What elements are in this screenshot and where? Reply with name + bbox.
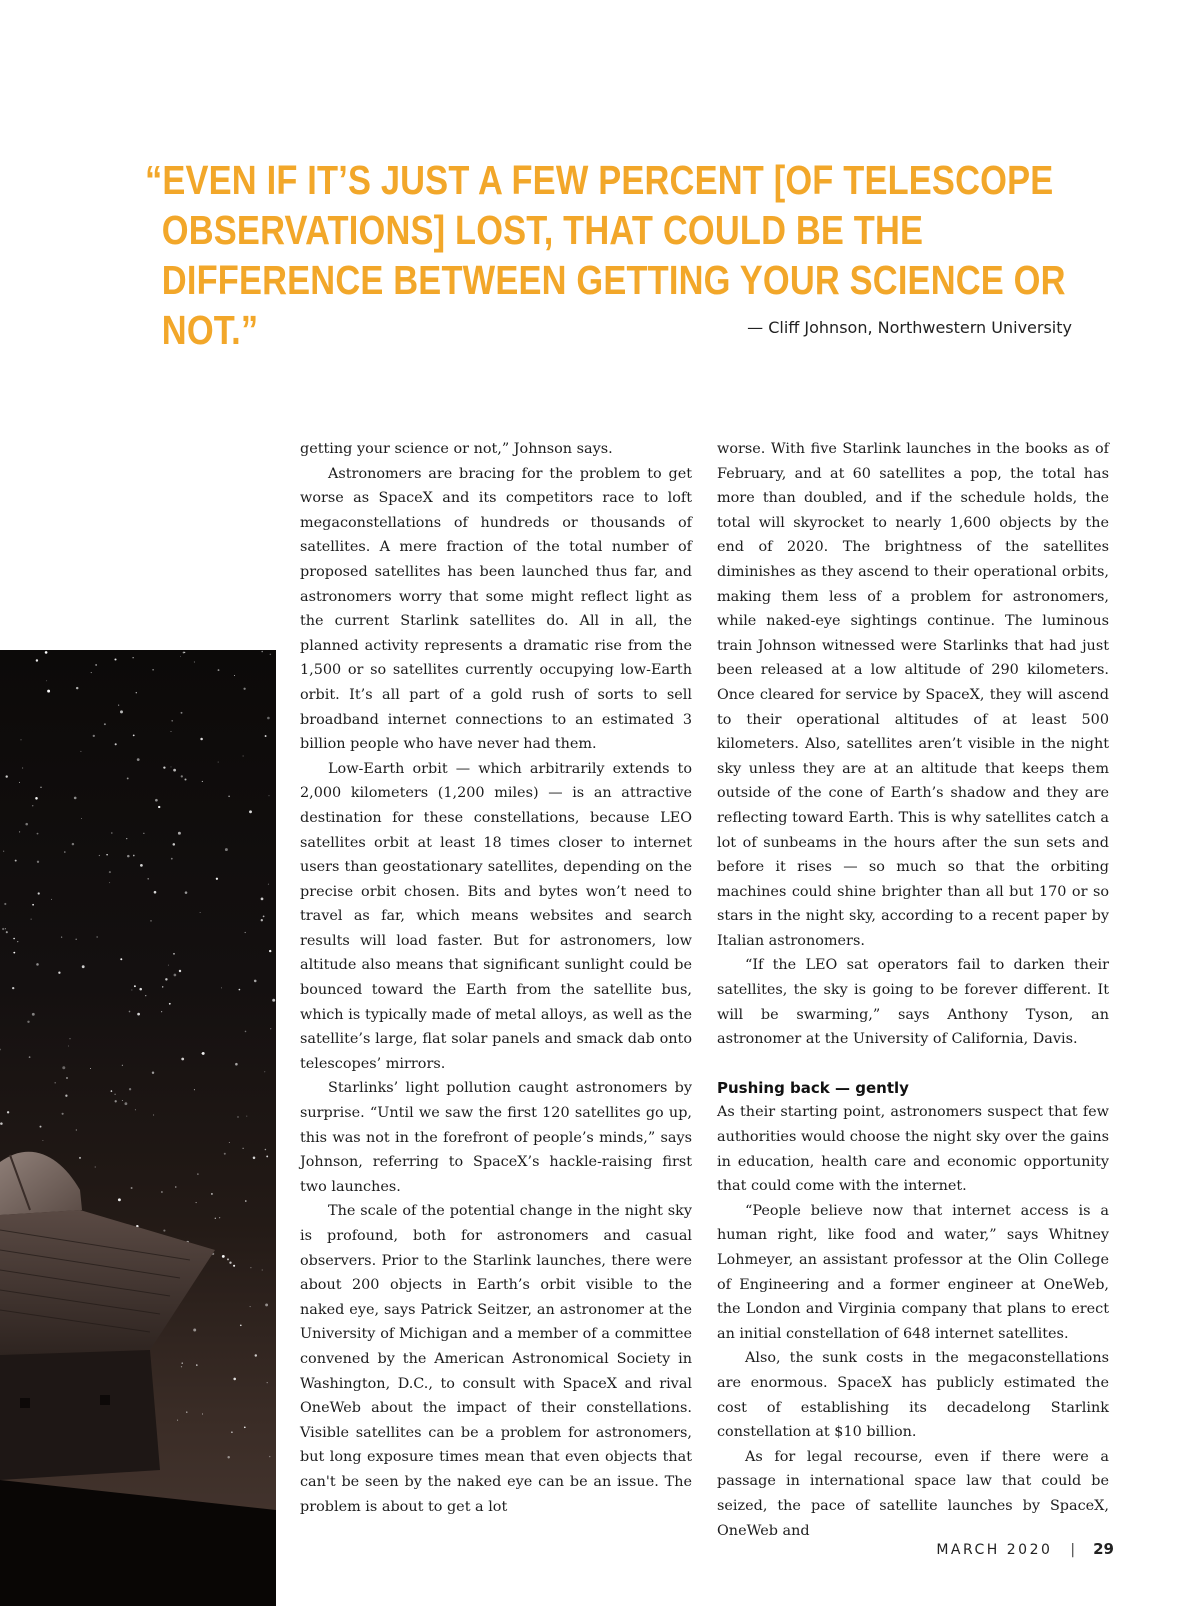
star (243, 688, 245, 690)
star (134, 985, 136, 987)
star (158, 806, 160, 808)
star (79, 1157, 81, 1159)
star (211, 1193, 213, 1195)
paragraph: “People believe now that internet access is a human right, like food and water,” says Whitney Lohmeyer, an assistant professor at the Olin College of Engineering and a former engineer at OneWeb, the London and Virginia company that plans to erect an initial constellation of 648 internet satellites. (717, 1202, 1109, 1342)
pull-quote-attribution: — Cliff Johnson, Northwestern University (747, 318, 1072, 337)
star (109, 882, 110, 883)
star (6, 775, 8, 777)
paragraph: worse. With five Starlink launches in the books as of February, and at 60 satellites a pop, the total has more than doubled, and if the schedule holds, the total will skyrocket to nearly 1,600 objects by the end of 2020. The brightness of the satellites diminishes as they ascend to their operational orbits, making them less of a problem for astronomers, while naked-eye sightings continue. The luminous train Johnson witnessed were Starlinks that had just been released at a low altitude of 290 kilometers. Once cleared for service by SpaceX, they will ascend to their operational altitudes of at least 500 kilometers. Also, satellites aren’t visible in the night sky unless they are at an altitude that keeps them outside of the cone of Earth’s shadow and they are reflecting toward Earth. This is why satellites catch a lot of sunbeams in the hours after the sun sets and before it rises — so much so that the orbiting machines could shine brighter than all but 170 or so stars in the night sky, according to a recent paper by Italian astronomers. (717, 441, 1109, 949)
star (173, 953, 174, 954)
star (239, 989, 241, 991)
star (46, 680, 47, 681)
star (243, 1148, 244, 1149)
star (118, 705, 119, 706)
star (64, 851, 66, 853)
star (183, 652, 185, 654)
star (185, 891, 188, 894)
star (228, 796, 230, 798)
star (111, 832, 113, 834)
star (125, 1102, 128, 1105)
star (171, 720, 173, 722)
star (40, 1126, 42, 1128)
star (143, 833, 144, 834)
star (219, 1217, 220, 1218)
observatory-building (0, 1350, 160, 1480)
star (163, 766, 165, 768)
star (135, 1109, 136, 1110)
star (66, 1077, 68, 1079)
star (76, 1129, 77, 1130)
star (265, 1149, 267, 1151)
star (36, 963, 39, 966)
star (91, 672, 92, 673)
star (133, 855, 135, 857)
star (165, 978, 167, 980)
paragraph: As for legal recourse, even if there were a passage in international space law that could be seized, the pace of satellite launches by SpaceX, OneWeb and (717, 1448, 1109, 1539)
paragraph: As their starting point, astronomers suspect that few authorities would choose the night sky over the gains in education, health care and economic opportunity that could come with the internet. (717, 1104, 1109, 1195)
star (175, 1186, 176, 1187)
star (222, 1255, 225, 1258)
star (177, 1420, 178, 1421)
paragraph: Also, the sunk costs in the megaconstellations are enormous. SpaceX has publicly estimated the cost of establishing its decadelong Starlink constellation at $10 billion. (717, 1350, 1109, 1441)
star (181, 1058, 184, 1061)
star (261, 919, 263, 921)
observatory-window (100, 1395, 110, 1405)
star (154, 891, 157, 894)
star (111, 1090, 113, 1092)
star (122, 1065, 123, 1066)
star (32, 1013, 35, 1016)
star (32, 904, 34, 906)
star (263, 916, 265, 918)
star (40, 787, 41, 788)
star (13, 952, 15, 954)
star (129, 1088, 131, 1090)
star (68, 1046, 69, 1047)
star (137, 758, 140, 761)
star (169, 1003, 171, 1005)
star (47, 690, 50, 693)
star (171, 731, 172, 732)
star (266, 1155, 268, 1157)
star (32, 805, 33, 806)
star (225, 848, 228, 851)
star (114, 1094, 115, 1095)
star (38, 892, 40, 894)
star (19, 782, 20, 783)
star (194, 1089, 195, 1090)
star (254, 980, 257, 983)
star (3, 851, 4, 852)
article-column-right (717, 437, 1109, 1543)
observatory-window (20, 1398, 30, 1408)
star (161, 1011, 162, 1012)
star (224, 1153, 226, 1155)
star (136, 692, 137, 693)
star (31, 919, 32, 920)
star (93, 735, 95, 737)
star (5, 928, 6, 929)
star (126, 838, 127, 839)
star (114, 658, 116, 660)
star (173, 843, 176, 846)
star (6, 931, 8, 933)
star (182, 1362, 183, 1363)
star (231, 1431, 233, 1433)
star (268, 795, 269, 796)
star (95, 1167, 96, 1168)
page-number: 29 (1093, 1540, 1114, 1558)
star (186, 1412, 187, 1413)
star (161, 1191, 163, 1193)
star (42, 1140, 43, 1141)
star (147, 878, 149, 880)
star (162, 986, 163, 987)
star (181, 775, 183, 777)
star (229, 1142, 230, 1143)
star (233, 1378, 236, 1381)
star (178, 832, 181, 835)
star (269, 950, 271, 952)
star (104, 723, 106, 725)
star (265, 1303, 268, 1306)
star (216, 878, 218, 880)
star (131, 990, 132, 991)
star (137, 1013, 140, 1016)
paragraph: Starlinks’ light pollution caught astronomers by surprise. “Until we saw the first 120 satellites go up, this was not in the forefront of people’s minds,” says Johnson, referring to SpaceX’s hackle-raising first two launches. (300, 1080, 692, 1195)
star (196, 1364, 198, 1366)
star (20, 739, 21, 740)
star (62, 1113, 64, 1115)
star (227, 1456, 229, 1458)
star (180, 656, 181, 657)
star (202, 1052, 205, 1055)
paragraph: The scale of the potential change in the night sky is profound, both for astronomers and casual observers. Prior to the Starlink launches, there were about 200 objects in Earth’s orbit visible to the naked eye, says Patrick Seitzer, an astronomer at the University of Michigan and a member of a committee convened by the American Astronomical Society in Washington, D.C., to consult with SpaceX and rival OneWeb about the impact of their constellations. Visible satellites can be a problem for astronomers, but long exposure times mean that even objects that can't be seen by the naked eye can be an issue. The problem is about to get a lot (300, 1203, 692, 1515)
star (76, 687, 78, 689)
star (196, 1202, 197, 1203)
star (131, 1187, 133, 1189)
star (253, 1157, 256, 1160)
observatory-roof (0, 1210, 215, 1355)
star (181, 712, 183, 714)
star (35, 797, 38, 800)
star (145, 995, 146, 996)
night-sky-illustration (0, 650, 276, 1606)
star (155, 799, 158, 802)
star (233, 1265, 235, 1267)
star (234, 675, 235, 676)
star (61, 936, 62, 937)
star (65, 1095, 67, 1097)
star (133, 657, 134, 658)
star (245, 1200, 247, 1202)
star (12, 987, 14, 989)
star (194, 661, 195, 662)
star (115, 743, 117, 745)
star (250, 1306, 251, 1307)
star (181, 1366, 182, 1367)
star (272, 999, 275, 1002)
folio-separator: | (1070, 1542, 1076, 1558)
star (0, 1122, 3, 1125)
star (25, 823, 28, 826)
observatory-night-sky-photo (0, 650, 276, 1606)
star (202, 1414, 203, 1415)
star (37, 833, 39, 835)
star (262, 1269, 263, 1270)
star (29, 1056, 31, 1058)
star (249, 810, 252, 813)
star (15, 860, 17, 862)
star (120, 710, 123, 713)
star (19, 831, 20, 832)
star (54, 1082, 56, 1084)
star (221, 987, 222, 988)
star (270, 1028, 271, 1029)
star (250, 1267, 251, 1268)
star (215, 1218, 216, 1219)
star (80, 751, 81, 752)
star (235, 1063, 238, 1066)
star (127, 855, 130, 858)
star (153, 1114, 154, 1115)
page-folio (936, 1540, 1114, 1558)
star (267, 1382, 268, 1383)
star (75, 938, 77, 940)
star (133, 734, 135, 736)
star (36, 659, 38, 661)
star (150, 920, 151, 921)
star (72, 843, 74, 845)
issue-date: MARCH 2020 (936, 1542, 1053, 1558)
star (237, 1116, 238, 1117)
star (173, 769, 176, 772)
star (90, 1068, 91, 1069)
paragraph: Astronomers are bracing for the problem to get worse as SpaceX and its competitors race to loft megaconstellations of hundreds or thousands of satellites. A mere fraction of the total number of proposed satellites has been launched thus far, and astronomers worry that some might reflect light as the current Starlink satellites do. All in all, the planned activity represents a dramatic rise from the 1,500 or so satellites currently occupying low-Earth orbit. It’s all part of a gold rush of sorts to sell broadband internet connections to an estimated 3 billion people who have never had them. (300, 465, 692, 753)
star (7, 1111, 9, 1113)
star (265, 735, 267, 737)
star (229, 1262, 231, 1264)
star (2, 928, 4, 930)
star (244, 1426, 246, 1428)
paragraph: “If the LEO sat operators fail to darken their satellites, the sky is going to be forever different. It will be swarming,” says Anthony Tyson, an astronomer at the University of California, Davis. (717, 957, 1109, 1048)
star (129, 1011, 131, 1013)
star (140, 864, 143, 867)
paragraph: getting your science or not,” Johnson says. (300, 441, 613, 457)
star (45, 651, 48, 654)
star (171, 858, 173, 860)
star (245, 1031, 247, 1033)
star (127, 777, 129, 779)
star (152, 669, 154, 671)
star (99, 855, 100, 856)
star (200, 912, 201, 913)
paragraph: Low-Earth orbit — which arbitrarily extends to 2,000 kilometers (1,200 miles) — is an attractive destination for these constellations, because LEO satellites orbit at least 18 times closer to internet users than geostationary satellites, depending on the precise orbit chosen. Bits and bytes won’t need to travel as far, which means websites and search results will load faster. But for astronomers, low altitude also means that significant sunlight could be bounced toward the Earth from the satellite bus, which is typically made of metal alloys, as well as the satellite’s large, flat solar panels and smack dab onto telescopes’ mirrors. (300, 760, 692, 1072)
star (82, 965, 85, 968)
star (264, 1071, 265, 1072)
article-column-left (300, 437, 692, 1519)
star (184, 778, 186, 780)
star (268, 884, 269, 885)
star (218, 669, 220, 671)
star (122, 1100, 123, 1101)
star (22, 767, 23, 768)
star (197, 1173, 198, 1174)
star (246, 1116, 247, 1117)
star (168, 965, 169, 966)
star (17, 941, 18, 942)
star (179, 970, 181, 972)
star (171, 766, 172, 767)
star (62, 1066, 65, 1069)
star (202, 781, 203, 782)
ground (0, 1480, 276, 1606)
star (74, 797, 77, 800)
star (27, 1021, 29, 1023)
star (261, 651, 263, 653)
star (51, 899, 52, 900)
star (81, 818, 82, 819)
star (255, 1354, 257, 1356)
star (120, 958, 122, 960)
star (174, 974, 177, 977)
star (261, 898, 264, 901)
star (106, 854, 107, 855)
star (218, 762, 219, 763)
star (270, 654, 271, 655)
star (163, 1230, 165, 1232)
star (37, 861, 39, 863)
star (245, 932, 246, 933)
star (4, 903, 6, 905)
star (139, 988, 142, 991)
star (58, 972, 60, 974)
star (152, 1071, 154, 1073)
star (13, 938, 15, 940)
star (70, 1038, 71, 1039)
star (115, 1100, 117, 1102)
pull-quote-text: “EVEN IF IT’S JUST A FEW PERCENT [OF TELESCOPE OBSERVATIONS] LOST, THAT COULD BE THE DIFFERENCE BETWEEN GETTING YOUR SCIENCE OR NOT.” (145, 157, 1066, 353)
star (243, 755, 244, 756)
star (97, 937, 98, 938)
star (118, 1198, 121, 1201)
star (193, 1329, 196, 1332)
star (200, 738, 203, 741)
star (269, 1456, 270, 1457)
star (109, 871, 111, 873)
section-heading: Pushing back — gently (717, 1078, 909, 1097)
star (227, 1258, 229, 1260)
star (267, 717, 270, 720)
star (95, 664, 96, 665)
star (240, 1324, 242, 1326)
star (0, 1049, 1, 1051)
